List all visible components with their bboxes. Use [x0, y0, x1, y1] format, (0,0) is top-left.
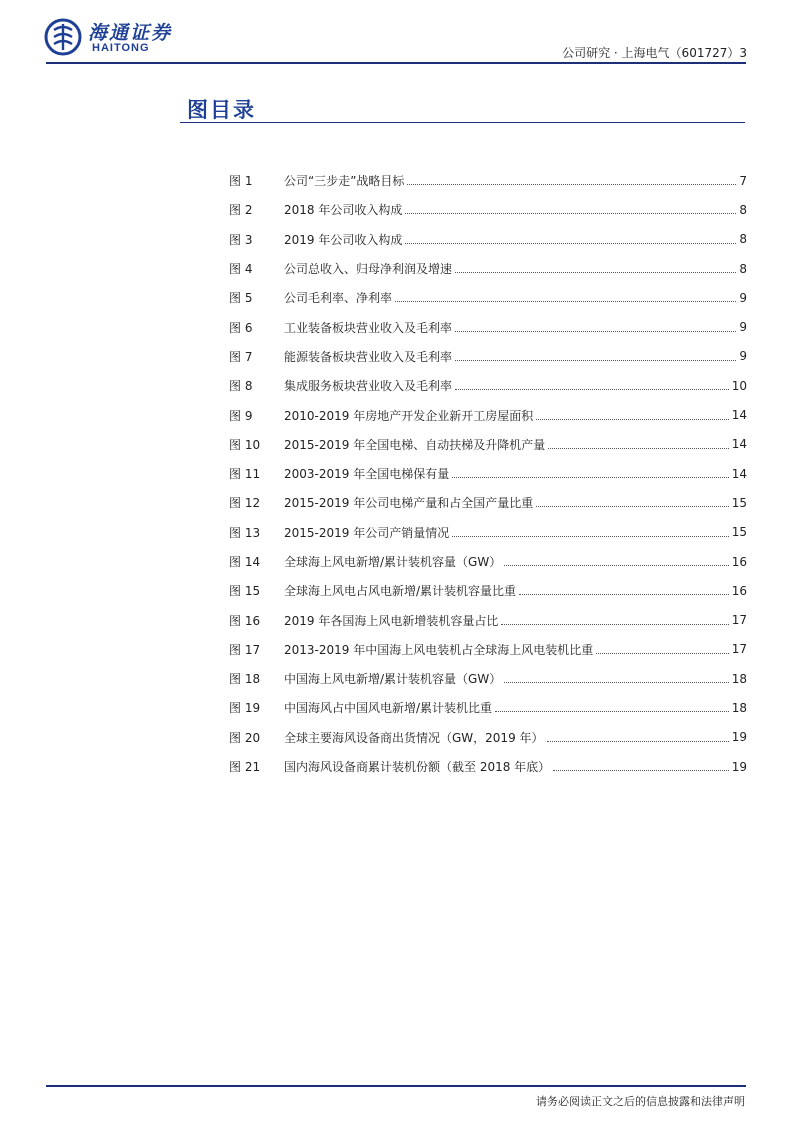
- toc-dot-leader: [504, 682, 729, 683]
- toc-entry-label: 图 17: [229, 642, 261, 657]
- toc-entry-page: 19: [731, 759, 747, 774]
- toc-dot-leader: [495, 711, 729, 712]
- toc-entry-page: 18: [731, 700, 747, 715]
- toc-dot-leader: [519, 594, 729, 595]
- toc-entry[interactable]: [229, 723, 747, 752]
- toc-entry-label: 图 10: [229, 437, 261, 452]
- toc-dot-leader: [553, 770, 729, 771]
- toc-entry-label: 图 5: [229, 291, 253, 306]
- toc-entry-title: 全球主要海风设备商出货情况（GW，2019 年）: [284, 730, 544, 745]
- toc-entry-page: 15: [731, 525, 747, 540]
- toc-dot-leader: [548, 448, 728, 449]
- toc-entry-page: 9: [739, 349, 747, 364]
- toc-entry[interactable]: [229, 576, 747, 605]
- toc-entry[interactable]: [229, 635, 747, 664]
- toc-entry-title: 2019 年各国海上风电新增装机容量占比: [284, 613, 499, 628]
- toc-entry-title: 2003-2019 年全国电梯保有量: [284, 467, 450, 482]
- toc-dot-leader: [501, 624, 728, 625]
- toc-entry-page: 18: [731, 671, 747, 686]
- toc-entry-label: 图 21: [229, 760, 261, 775]
- toc-entry-label: 图 4: [229, 262, 253, 277]
- toc-entry[interactable]: [229, 195, 747, 224]
- toc-dot-leader: [455, 389, 729, 390]
- company-logo: [44, 18, 184, 58]
- toc-title: 图目录: [187, 98, 256, 122]
- toc-entry[interactable]: [229, 283, 747, 312]
- toc-entry-label: 图 2: [229, 203, 253, 218]
- toc-entry-title: 集成服务板块营业收入及毛利率: [284, 379, 453, 394]
- toc-entry-label: 图 1: [229, 174, 253, 189]
- toc-entry[interactable]: [229, 312, 747, 341]
- footer-disclaimer: 请务必阅读正文之后的信息披露和法律声明: [536, 1095, 745, 1108]
- toc-entry[interactable]: [229, 488, 747, 517]
- toc-entry-title: 全球海上风电新增/累计装机容量（GW）: [284, 555, 502, 569]
- toc-dot-leader: [504, 565, 729, 566]
- toc-entry-title: 中国海风占中国风电新增/累计装机比重: [284, 701, 493, 716]
- toc-entry-page: 16: [731, 554, 747, 569]
- toc-entry[interactable]: [229, 605, 747, 634]
- toc-entry-title: 能源装备板块营业收入及毛利率: [284, 349, 453, 364]
- toc-entry-page: 9: [739, 290, 747, 305]
- toc-entry[interactable]: [229, 400, 747, 429]
- haitong-logo-icon: [44, 18, 82, 56]
- toc-entry-label: 图 6: [229, 320, 253, 335]
- toc-entry[interactable]: [229, 752, 747, 781]
- page-header: [0, 0, 793, 70]
- toc-entry-label: 图 11: [229, 467, 261, 482]
- toc-title-divider: [180, 122, 745, 123]
- toc-entry-title: 2015-2019 年全国电梯、自动扶梯及升降机产量: [284, 437, 546, 452]
- toc-entry-label: 图 14: [229, 555, 261, 569]
- toc-entry[interactable]: [229, 693, 747, 722]
- toc-entry[interactable]: [229, 664, 747, 693]
- toc-entry-label: 图 13: [229, 525, 261, 540]
- toc-dot-leader: [452, 536, 728, 537]
- toc-entry-label: 图 8: [229, 379, 253, 394]
- toc-dot-leader: [407, 184, 736, 185]
- toc-entry-title: 工业装备板块营业收入及毛利率: [284, 320, 453, 335]
- toc-dot-leader: [395, 301, 736, 302]
- logo-english-text: HAITONG: [92, 42, 150, 54]
- logo-chinese-text: 海通证券: [88, 22, 173, 44]
- toc-dot-leader: [547, 741, 729, 742]
- toc-dot-leader: [536, 506, 728, 507]
- toc-entry-label: 图 9: [229, 408, 253, 423]
- toc-entry-page: 14: [731, 408, 747, 423]
- toc-entry-title: 2015-2019 年公司电梯产量和占全国产量比重: [284, 496, 534, 511]
- header-report-info: 公司研究 · 上海电气（601727）3: [562, 46, 747, 60]
- toc-entry-page: 9: [739, 320, 747, 335]
- toc-entry-page: 8: [739, 261, 747, 276]
- toc-entry-title: 全球海上风电占风电新增/累计装机容量比重: [284, 584, 517, 599]
- toc-entry-title: 中国海上风电新增/累计装机容量（GW）: [284, 672, 502, 687]
- toc-entry-page: 8: [739, 232, 747, 247]
- toc-entry[interactable]: [229, 166, 747, 195]
- toc-entry-page: 15: [731, 495, 747, 510]
- toc-dot-leader: [596, 653, 728, 654]
- toc-entry-label: 图 20: [229, 730, 261, 745]
- toc-dot-leader: [455, 272, 736, 273]
- toc-entry[interactable]: [229, 547, 747, 576]
- toc-entry-title: 公司毛利率、净利率: [284, 291, 393, 306]
- toc-entry[interactable]: [229, 225, 747, 254]
- toc-entry-page: 14: [731, 437, 747, 452]
- toc-dot-leader: [405, 243, 736, 244]
- toc-entry-title: 2018 年公司收入构成: [284, 203, 403, 218]
- toc-entry-page: 19: [731, 730, 747, 745]
- toc-entry-title: 2013-2019 年中国海上风电装机占全球海上风电装机比重: [284, 642, 594, 657]
- toc-entry-page: 17: [731, 613, 747, 628]
- toc-entry[interactable]: [229, 430, 747, 459]
- toc-entry[interactable]: [229, 459, 747, 488]
- toc-entry-page: 14: [731, 466, 747, 481]
- toc-entry[interactable]: [229, 371, 747, 400]
- toc-entry[interactable]: [229, 342, 747, 371]
- toc-entry-title: 公司总收入、归母净利润及增速: [284, 262, 453, 277]
- toc-entry-page: 7: [739, 173, 747, 188]
- toc-entry-label: 图 7: [229, 349, 253, 364]
- toc-entry-title: 2015-2019 年公司产销量情况: [284, 525, 450, 540]
- toc-entry-title: 公司“三步走”战略目标: [284, 174, 405, 189]
- toc-entry[interactable]: [229, 518, 747, 547]
- toc-entry-title: 国内海风设备商累计装机份额（截至 2018 年底）: [284, 760, 551, 775]
- toc-entry-page: 16: [731, 583, 747, 598]
- footer-divider: [46, 1085, 746, 1087]
- toc-entry-label: 图 18: [229, 672, 261, 687]
- toc-entry-label: 图 12: [229, 496, 261, 511]
- toc-dot-leader: [452, 477, 728, 478]
- toc-entry-label: 图 15: [229, 584, 261, 599]
- toc-entry-label: 图 16: [229, 613, 261, 628]
- toc-dot-leader: [536, 419, 728, 420]
- toc-entry-label: 图 19: [229, 701, 261, 716]
- toc-dot-leader: [405, 213, 736, 214]
- toc-entry-title: 2010-2019 年房地产开发企业新开工房屋面积: [284, 408, 534, 423]
- toc-entry-title: 2019 年公司收入构成: [284, 232, 403, 247]
- toc-dot-leader: [455, 360, 736, 361]
- toc-entry-page: 10: [731, 378, 747, 393]
- figure-list: [229, 166, 747, 781]
- toc-entry[interactable]: [229, 254, 747, 283]
- toc-entry-label: 图 3: [229, 232, 253, 247]
- toc-entry-page: 8: [739, 202, 747, 217]
- header-divider: [46, 62, 746, 64]
- toc-dot-leader: [455, 331, 736, 332]
- toc-entry-page: 17: [731, 642, 747, 657]
